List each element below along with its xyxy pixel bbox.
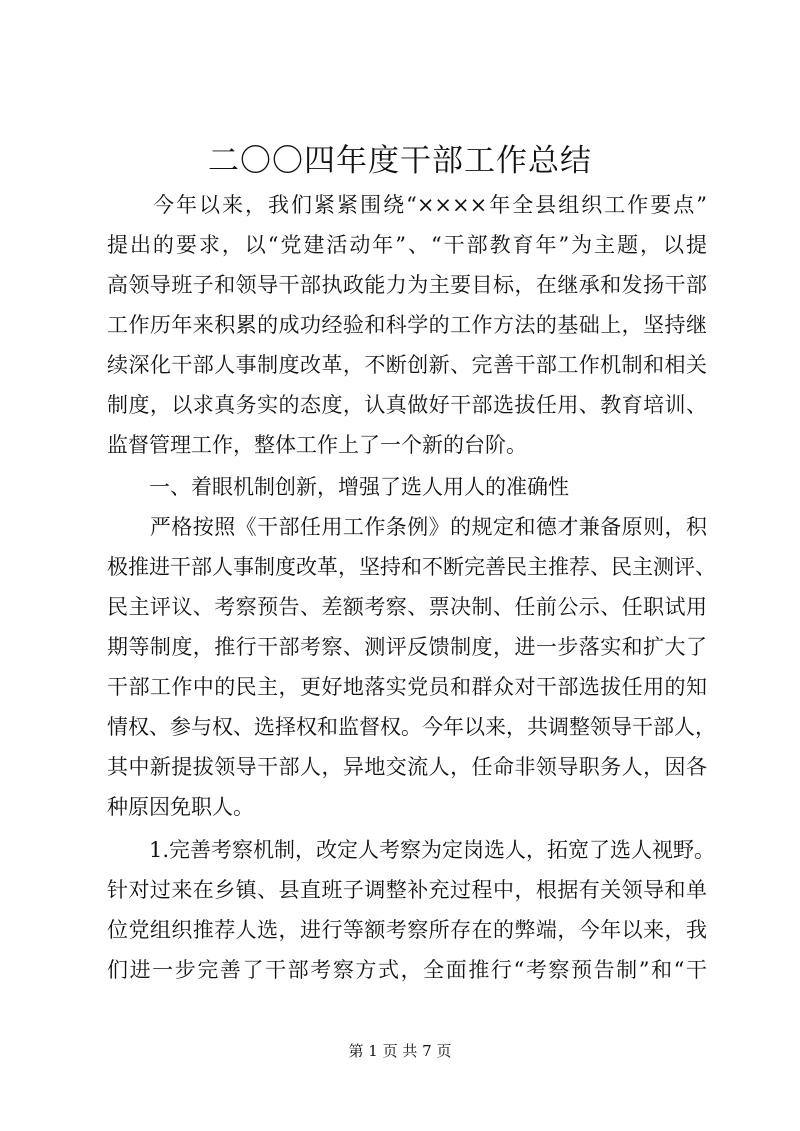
text-line: 期等制度，推行干部考察、测评反馈制度，进一步落实和扩大了 [107,635,707,659]
text-line: 高领导班子和领导干部执政能力为主要目标，在继承和发扬干部 [107,273,707,297]
page-number: 第 1 页 共 7 页 [348,1042,452,1060]
text-line: 监督管理工作，整体工作上了一个新的台阶。 [107,433,527,457]
text-line: 情权、参与权、选择权和监督权。今年以来，共调整领导干部人， [107,715,716,739]
section-heading: 一、着眼机制创新，增强了选人用人的准确性 [107,475,569,499]
text-line: 干部工作中的民主，更好地落实党员和群众对干部选拔任用的知 [107,675,707,699]
text-line: 制度，以求真务实的态度，认真做好干部选拔任用、教育培训、 [107,393,707,417]
text-line: 极推进干部人事制度改革，坚持和不断完善民主推荐、民主测评、 [107,555,716,579]
text-line: 工作历年来积累的成功经验和科学的工作方法的基础上，坚持继 [107,313,707,337]
text-line: 严格按照《干部任用工作条例》的规定和德才兼备原则，积 [107,515,707,539]
text-line: 续深化干部人事制度改革，不断创新、完善干部工作机制和相关 [107,353,707,377]
text-line: 其中新提拔领导干部人，异地交流人，任命非领导职务人，因各 [107,755,707,779]
document-title: 二〇〇四年度干部工作总结 [208,143,592,179]
text-line: 位党组织推荐人选，进行等额考察所存在的弊端，今年以来，我 [107,918,707,942]
text-line: 针对过来在乡镇、县直班子调整补充过程中，根据有关领导和单 [107,878,707,902]
text-line: 种原因免职人。 [107,795,254,819]
text-line: 今年以来，我们紧紧围绕“××××年全县组织工作要点” [107,193,707,217]
text-line: 1.完善考察机制，改定人考察为定岗选人，拓宽了选人视野。 [107,838,716,862]
text-line: 民主评议、考察预告、差额考察、票决制、任前公示、任职试用 [107,595,707,619]
text-line: 们进一步完善了干部考察方式，全面推行“考察预告制”和“干 [107,958,707,982]
text-line: 提出的要求，以“党建活动年”、“干部教育年”为主题，以提 [107,233,707,257]
